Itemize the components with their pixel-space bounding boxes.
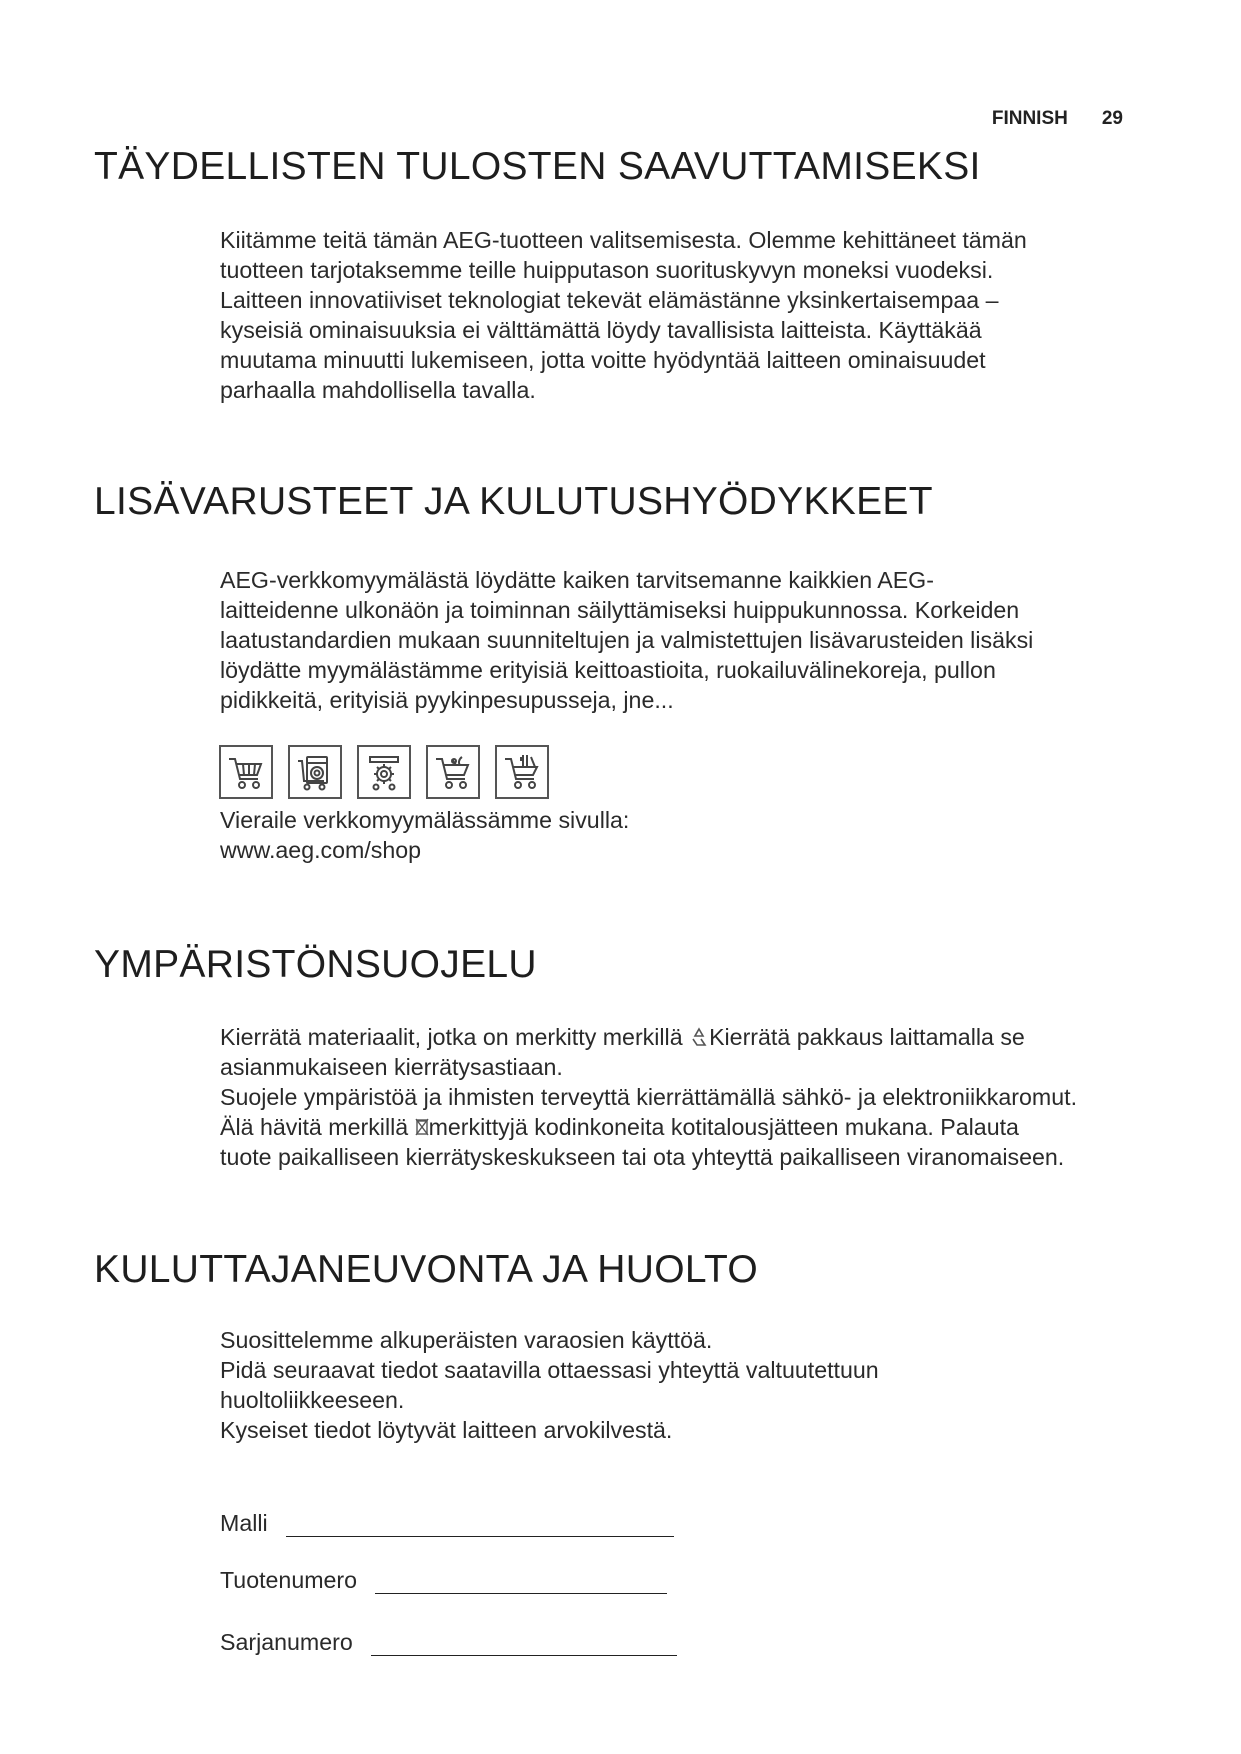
section-title-environment: YMPÄRISTÖNSUOJELU (94, 943, 537, 986)
crossed-bin-icon (415, 1117, 429, 1137)
shopping-cart-icon (219, 745, 273, 799)
shop-visit-text: Vieraile verkkomyymälässämme sivulla: www.aeg.com/shop (220, 805, 1160, 865)
section-title-results: TÄYDELLISTEN TULOSTEN SAAVUTTAMISEKSI (94, 145, 981, 188)
language-label: FINNISH (991, 108, 1068, 129)
product-number-input-line[interactable] (375, 1571, 667, 1594)
model-input-line[interactable] (286, 1514, 674, 1537)
shop-url-link[interactable]: www.aeg.com/shop (220, 837, 422, 863)
intro-paragraph: Kiitämme teitä tämän AEG-tuotteen valitsemisesta. Olemme kehittäneet tämän tuotteen tarjotaksemme teille huipputason suorituskyvyn moneksi vuodeksi. Laitteen innovatiiviset teknologiat tekevät elämästänne yksinkertaisempaa – kyseisiä ominaisuuksia ei välttämättä löydy tavallisista laitteista. Käyttäkää muutama minuutti lukemiseen, jotta voitte hyödyntää laitteen ominaisuudet parhaalla mahdollisella tavalla. (220, 227, 1027, 403)
washing-machine-cart-icon (288, 745, 342, 799)
accessories-paragraph: AEG-verkkomyymälästä löydätte kaiken tarvitsemanne kaikkien AEG- laitteidenne ulkonäön ja toiminnan säilyttämiseksi huippukunnossa. Korkeiden laatustandardien mukaan suunniteltujen ja valmistettujen lisävarusteiden lisäksi löydätte myymälästämme erityisiä keittoastioita, ruokailuvälinekoreja, pullon pidikkeitä, erityisiä pyykinpesupusseja, jne... (220, 567, 1034, 713)
page-number: 29 (1101, 108, 1123, 129)
utensils-cart-icon (495, 745, 549, 799)
serial-number-field: Sarjanumero (220, 1629, 677, 1656)
environment-paragraph: Kierrätä materiaalit, jotka on merkitty merkillä Kierrätä pakkaus laittamalla se asianmukaiseen kierrätysastiaan. Suojele ympäristöä ja ihmisten terveyttä kierrättämällä sähkö- ja elektroniikkaromut. Älä hävitä merkillä merkittyjä kodinkoneita kotitalousjätteen mukana. Palauta tuote paikalliseen kierrätyskeskukseen tai ota yhteyttä paikalliseen viranomaiseen. (220, 1024, 1078, 1170)
section-title-accessories: LISÄVARUSTEET JA KULUTUSHYÖDYKKEET (94, 480, 933, 523)
model-field: Malli (220, 1510, 674, 1537)
serial-number-input-line[interactable] (371, 1633, 677, 1656)
gear-cart-icon (357, 745, 411, 799)
recycle-icon (689, 1027, 709, 1047)
service-paragraph: Suosittelemme alkuperäisten varaosien käyttöä. Pidä seuraavat tiedot saatavilla ottaessasi yhteyttä valtuutettuun huoltoliikkeeseen. Kyseiset tiedot löytyvät laitteen arvokilvestä. (220, 1327, 879, 1443)
section-title-service: KULUTTAJANEUVONTA JA HUOLTO (94, 1248, 758, 1291)
page-header (992, 108, 1123, 130)
shop-icons-row (219, 745, 549, 799)
tools-cart-icon (426, 745, 480, 799)
product-number-field: Tuotenumero (220, 1567, 667, 1594)
